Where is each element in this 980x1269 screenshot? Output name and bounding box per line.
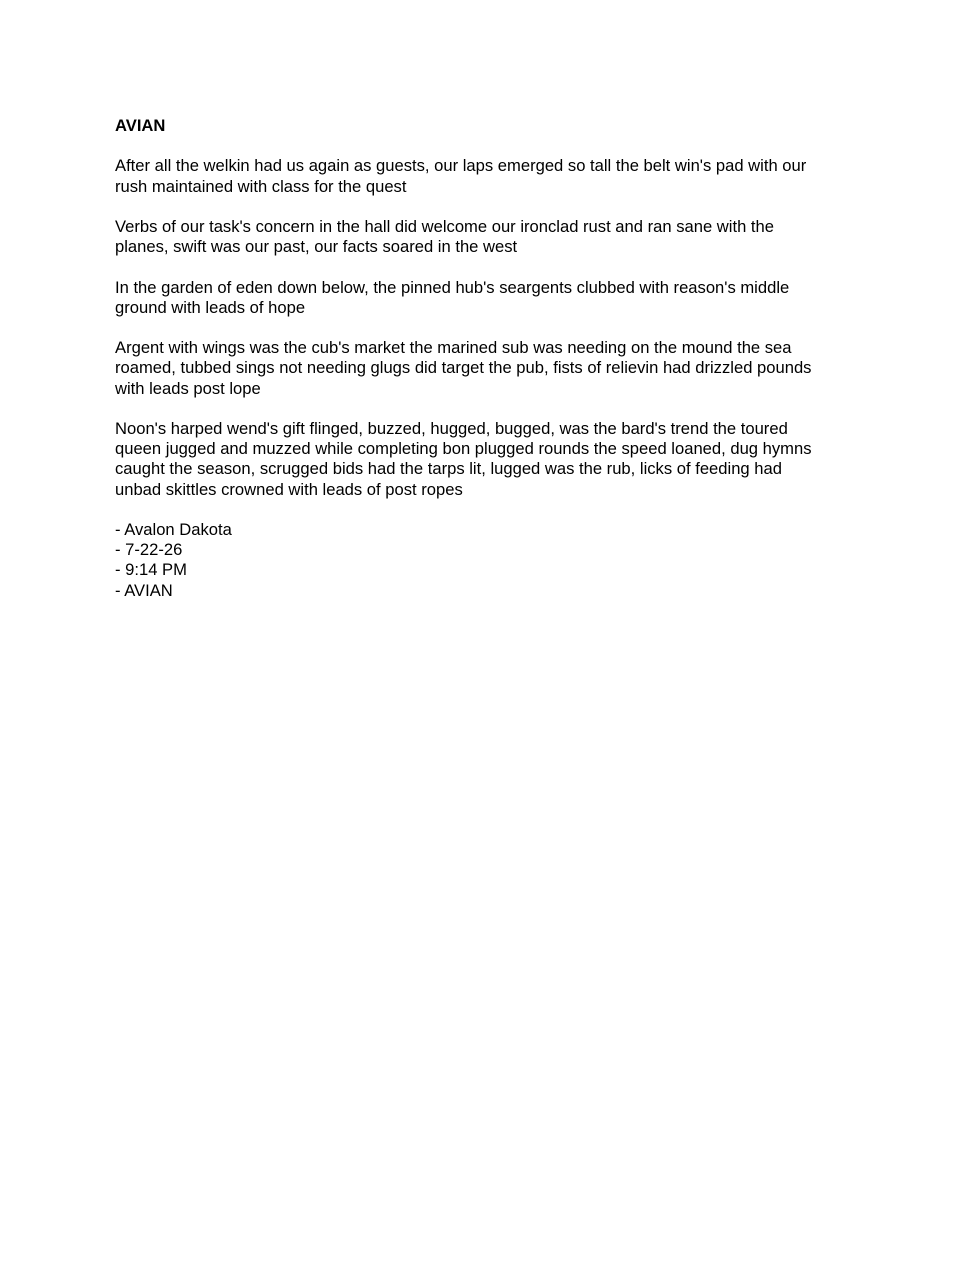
poem-stanza-2 xyxy=(115,217,875,257)
poem-stanza-1 xyxy=(115,156,875,196)
stanza-line: Argent with wings was the cub's market the marined sub was needing on the mound the sea xyxy=(115,338,792,358)
signature-date: - 7-22-26 xyxy=(115,540,183,560)
stanza-line: planes, swift was our past, our facts soared in the west xyxy=(115,237,518,257)
stanza-line: queen jugged and muzzed while completing bon plugged rounds the speed loaned, dug hymns xyxy=(115,439,812,459)
stanza-line: In the garden of eden down below, the pinned hub's seargents clubbed with reason's middle xyxy=(115,277,790,297)
stanza-line: Noon's harped wend's gift flinged, buzzed, hugged, bugged, was the bard's trend the toured xyxy=(115,418,788,438)
poem-stanza-4 xyxy=(115,338,875,399)
poem-stanza-5 xyxy=(115,419,875,500)
signature-time: - 9:14 PM xyxy=(115,560,187,580)
stanza-line: ground with leads of hope xyxy=(115,297,306,317)
stanza-line: rush maintained with class for the quest xyxy=(115,176,407,196)
stanza-line: After all the welkin had us again as guests, our laps emerged so tall the belt win's pad with our xyxy=(115,156,807,176)
poem-title: AVIAN xyxy=(115,116,166,135)
stanza-line: roamed, tubbed sings not needing glugs did target the pub, fists of relievin had drizzled pounds xyxy=(115,358,812,378)
poem-stanza-3 xyxy=(115,278,875,318)
stanza-line: caught the season, scrugged bids had the tarps lit, lugged was the rub, licks of feeding had xyxy=(115,459,782,479)
signature-title: - AVIAN xyxy=(115,580,173,600)
document-page xyxy=(115,116,875,621)
signature-block xyxy=(115,520,875,601)
signature-author: - Avalon Dakota xyxy=(115,519,232,539)
stanza-line: Verbs of our task's concern in the hall did welcome our ironclad rust and ran sane with the xyxy=(115,216,774,236)
stanza-line: with leads post lope xyxy=(115,378,261,398)
stanza-line: unbad skittles crowned with leads of post ropes xyxy=(115,479,463,499)
